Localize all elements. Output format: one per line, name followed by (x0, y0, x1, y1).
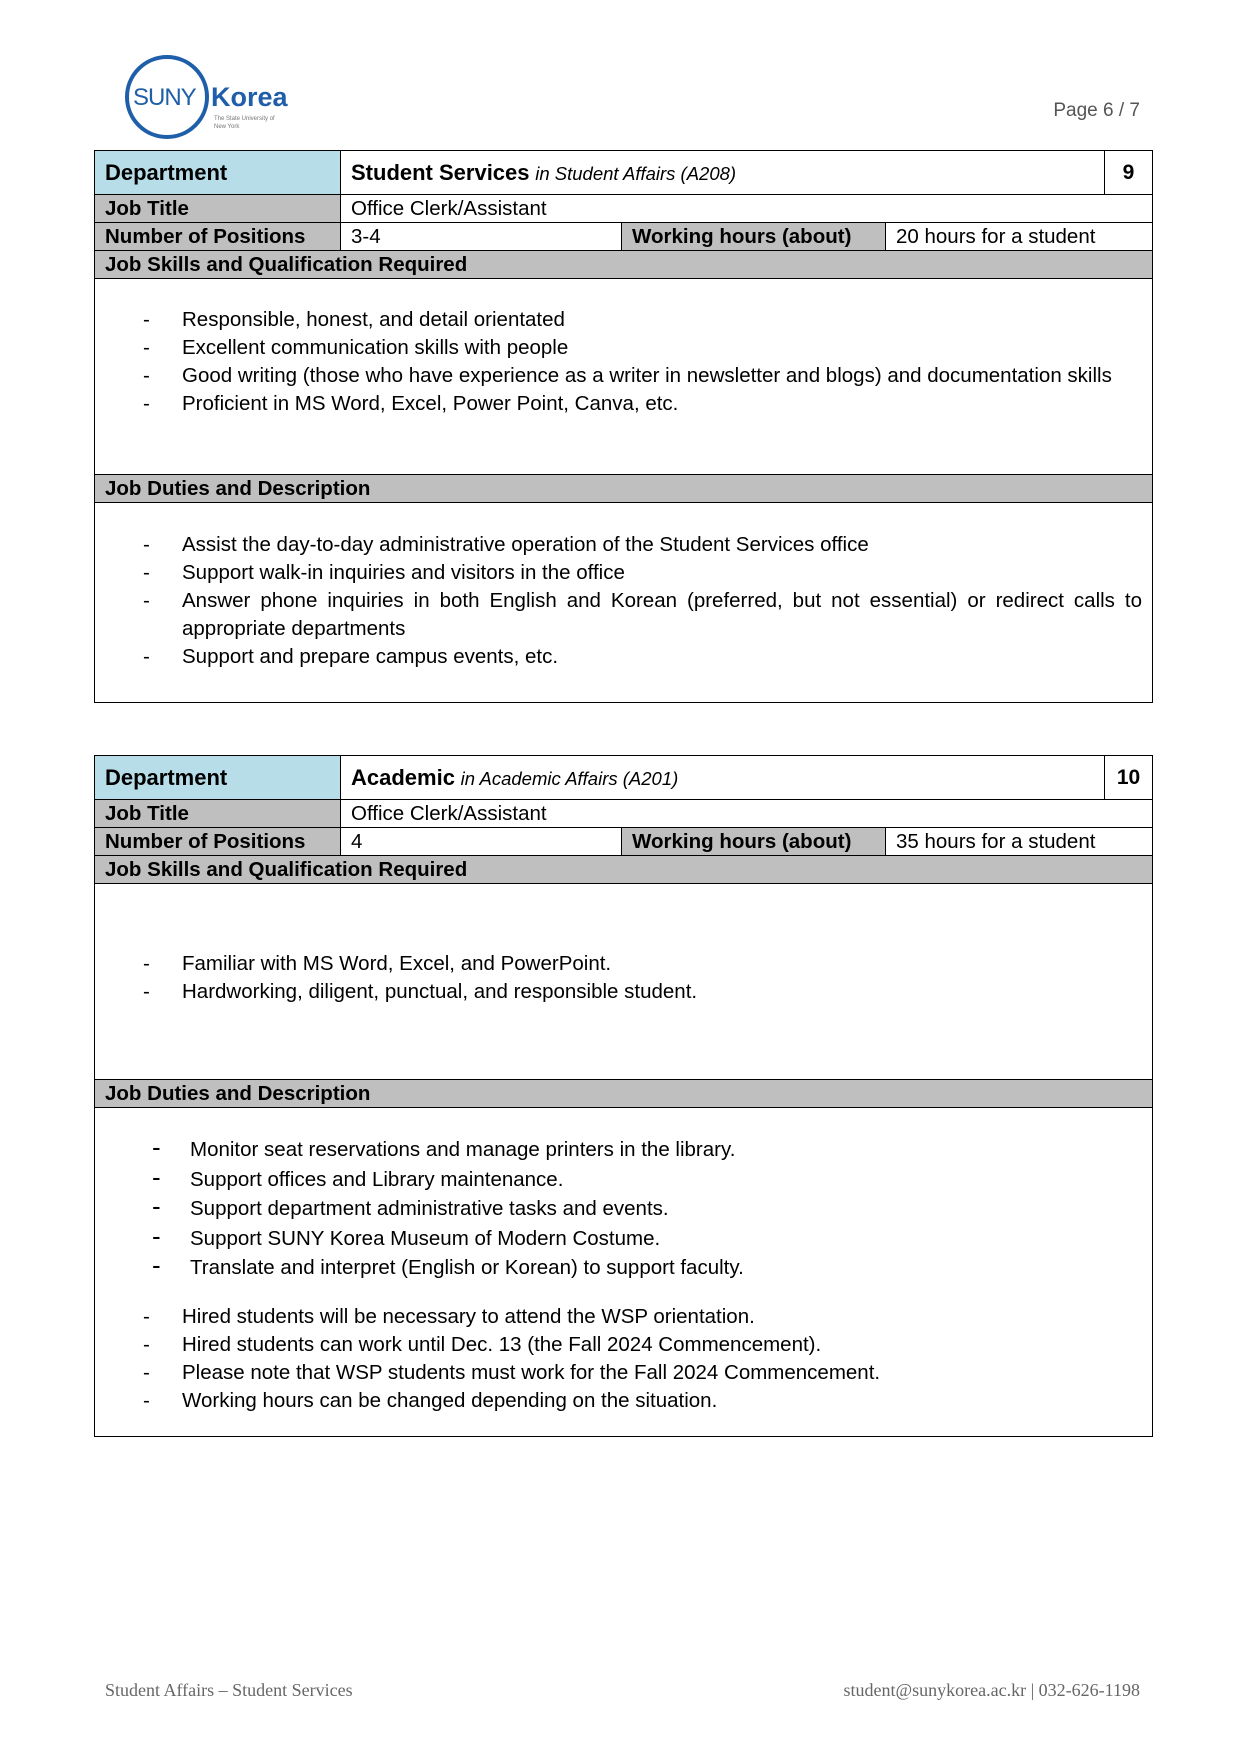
department-label: Department (95, 756, 341, 800)
hours-value: 35 hours for a student (886, 828, 1153, 856)
hours-label: Working hours (about) (622, 828, 886, 856)
department-name: Academic (351, 764, 455, 790)
list-item: - Support walk-in inquiries and visitors in the office (95, 559, 1152, 587)
skills-header-row (95, 856, 1153, 884)
notes-list (95, 1303, 1152, 1415)
positions-label: Number of Positions (95, 828, 341, 856)
duties-list (95, 1135, 1152, 1283)
job-title-row (95, 800, 1153, 828)
duties-list (95, 531, 1152, 671)
list-item: - Familiar with MS Word, Excel, and PowerPoint. (95, 950, 1152, 978)
department-row (95, 756, 1153, 800)
list-item: - Excellent communication skills with people (95, 334, 1152, 362)
list-item: - Support department administrative tasks and events. (95, 1194, 1152, 1224)
department-row (95, 151, 1153, 195)
list-item: - Support SUNY Korea Museum of Modern Costume. (95, 1224, 1152, 1254)
skills-header: Job Skills and Qualification Required (95, 856, 1153, 884)
list-item: - Hardworking, diligent, punctual, and responsible student. (95, 978, 1152, 1006)
department-label: Department (95, 151, 341, 195)
positions-value: 3-4 (341, 223, 622, 251)
skills-header: Job Skills and Qualification Required (95, 251, 1153, 279)
department-value (341, 151, 1105, 195)
positions-value: 4 (341, 828, 622, 856)
department-value (341, 756, 1105, 800)
job-title-row (95, 195, 1153, 223)
logo-suny-text: SUNY (133, 84, 196, 111)
positions-row (95, 828, 1153, 856)
list-item: - Proficient in MS Word, Excel, Power Point, Canva, etc. (95, 390, 1152, 418)
positions-label: Number of Positions (95, 223, 341, 251)
duties-body-row (95, 1108, 1153, 1437)
job-title-label: Job Title (95, 800, 341, 828)
skills-body-row (95, 884, 1153, 1080)
job-title-value: Office Clerk/Assistant (341, 800, 1153, 828)
list-item: - Hired students will be necessary to attend the WSP orientation. (95, 1303, 1152, 1331)
hours-label: Working hours (about) (622, 223, 886, 251)
department-affiliation: in Student Affairs (A208) (535, 162, 737, 184)
duties-header-row (95, 1080, 1153, 1108)
job-table-9 (94, 150, 1153, 703)
positions-row (95, 223, 1153, 251)
job-title-label: Job Title (95, 195, 341, 223)
list-item: - Good writing (those who have experience as a writer in newsletter and blogs) and documentation skills (95, 362, 1152, 390)
list-item: - Translate and interpret (English or Korean) to support faculty. (95, 1253, 1152, 1283)
list-item: - Support offices and Library maintenance. (95, 1165, 1152, 1195)
list-item: - Hired students can work until Dec. 13 (the Fall 2024 Commencement). (95, 1331, 1152, 1359)
list-item: - Assist the day-to-day administrative operation of the Student Services office (95, 531, 1152, 559)
skills-body-row (95, 279, 1153, 475)
logo-subtitle-2: New York (214, 124, 240, 130)
duties-header: Job Duties and Description (95, 1080, 1153, 1108)
skills-header-row (95, 251, 1153, 279)
footer-contact: student@sunykorea.ac.kr | 032-626-1198 (843, 1680, 1140, 1700)
list-item: - Monitor seat reservations and manage printers in the library. (95, 1135, 1152, 1165)
list-item: - Support and prepare campus events, etc. (95, 643, 1152, 671)
logo-subtitle-1: The State University of (214, 116, 275, 122)
job-number: 9 (1105, 151, 1153, 195)
duties-body-row (95, 503, 1153, 703)
duties-header: Job Duties and Description (95, 475, 1153, 503)
page-number: Page 6 / 7 (1053, 100, 1140, 121)
department-name: Student Services (351, 159, 530, 185)
footer-department: Student Affairs – Student Services (105, 1680, 353, 1700)
skills-list (95, 950, 1152, 1006)
department-affiliation: in Academic Affairs (A201) (460, 767, 679, 789)
job-table-10 (94, 755, 1153, 1437)
job-title-value: Office Clerk/Assistant (341, 195, 1153, 223)
list-item: - Working hours can be changed depending on the situation. (95, 1387, 1152, 1415)
duties-header-row (95, 475, 1153, 503)
list-item: - Answer phone inquiries in both English and Korean (preferred, but not essential) or redirect calls to appropriate departments (95, 587, 1152, 643)
list-item: - Responsible, honest, and detail orientated (95, 306, 1152, 334)
skills-list (95, 306, 1152, 418)
hours-value: 20 hours for a student (886, 223, 1153, 251)
list-item: - Please note that WSP students must work for the Fall 2024 Commencement. (95, 1359, 1152, 1387)
logo-korea-text: Korea (211, 82, 288, 112)
job-number: 10 (1105, 756, 1153, 800)
suny-korea-logo (124, 52, 304, 142)
